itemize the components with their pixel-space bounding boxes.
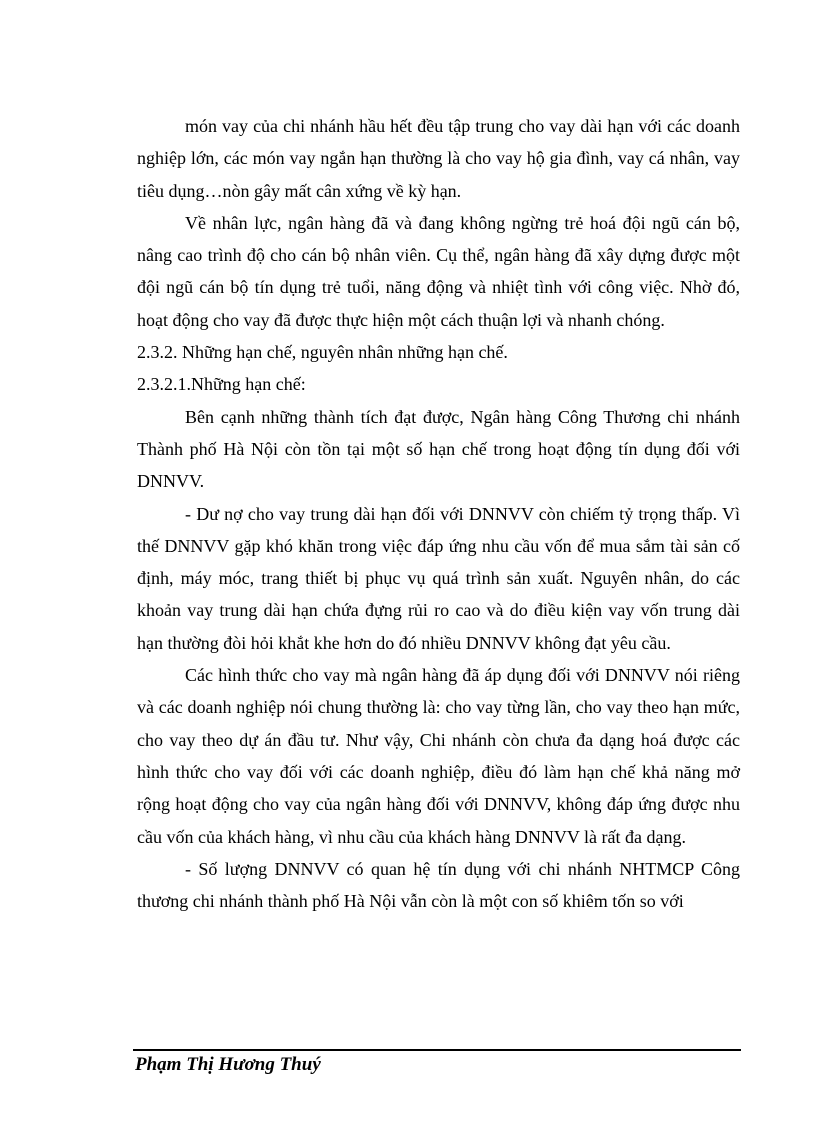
footer-divider bbox=[133, 1049, 741, 1051]
subsection-heading-2-3-2-1: 2.3.2.1.Những hạn chế: bbox=[137, 374, 306, 395]
paragraph-medium-long-term-debt: - Dư nợ cho vay trung dài hạn đối với DNNVV còn chiếm tỷ trọng thấp. Vì thế DNNVV gặp khó khăn trong việc đáp ứng nhu cầu vốn để mua sắm tài sản cố định, máy móc, trang thiết bị phục vụ quá trình sản xuất. Nguyên nhân, do các khoản vay trung dài hạn chứa đựng rủi ro cao và do điều kiện vay vốn trung dài hạn thường đòi hỏi khắt khe hơn do đó nhiều DNNVV không đạt yêu cầu. bbox=[137, 503, 740, 653]
paragraph-loan-forms: Các hình thức cho vay mà ngân hàng đã áp dụng đối với DNNVV nói riêng và các doanh nghiệp nói chung thường là: cho vay từng lần, cho vay theo hạn mức, cho vay theo dự án đầu tư. Như vậy, Chi nhánh còn chưa đa dạng hoá được các hình thức cho vay đối với các doanh nghiệp, điều đó làm hạn chế khả năng mở rộng hoạt động cho vay của ngân hàng đối với DNNVV, không đáp ứng được nhu cầu vốn của khách hàng, vì nhu cầu của khách hàng DNNVV là rất đa dạng. bbox=[137, 665, 740, 847]
footer-author: Phạm Thị Hương Thuý bbox=[135, 1054, 321, 1075]
paragraph-human-resources: Về nhân lực, ngân hàng đã và đang không ngừng trẻ hoá đội ngũ cán bộ, nâng cao trình độ cho cán bộ nhân viên. Cụ thể, ngân hàng đã xây dựng được một đội ngũ cán bộ tín dụng trẻ tuổi, năng động và nhiệt tình với công việc. Nhờ đó, hoạt động cho vay đã được thực hiện một cách thuận lợi và nhanh chóng. bbox=[137, 212, 740, 330]
body-text bbox=[137, 110, 740, 917]
paragraph-loan-terms: món vay của chi nhánh hầu hết đều tập trung cho vay dài hạn với các doanh nghiệp lớn, các món vay ngắn hạn thường là cho vay hộ gia đình, vay cá nhân, vay tiêu dụng…nòn gây mất cân xứng về kỳ hạn. bbox=[137, 116, 740, 201]
paragraph-achievements: Bên cạnh những thành tích đạt được, Ngân hàng Công Thương chi nhánh Thành phố Hà Nội còn tồn tại một số hạn chế trong hoạt động tín dụng đối với DNNVV. bbox=[137, 406, 740, 492]
paragraph-sme-count: - Số lượng DNNVV có quan hệ tín dụng với chi nhánh NHTMCP Công thương chi nhánh thành phố Hà Nội vẫn còn là một con số khiêm tốn so với bbox=[137, 858, 740, 912]
section-heading-2-3-2: 2.3.2. Những hạn chế, nguyên nhân những hạn chế. bbox=[137, 342, 508, 363]
